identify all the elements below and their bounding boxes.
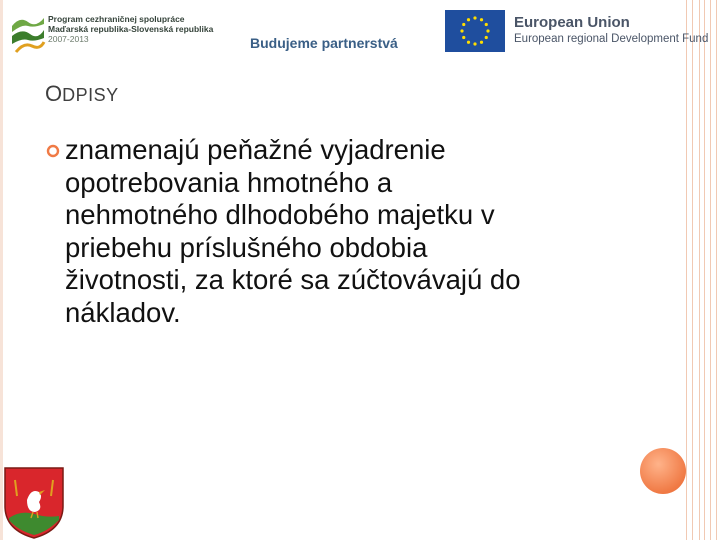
eu-subtitle: European regional Development Fund [514,33,709,45]
page-title [45,81,119,107]
right-decorative-line [704,0,705,540]
program-logo-text [48,14,213,44]
eu-star-icon [480,41,483,44]
right-decorative-line [692,0,693,540]
title-rest: DPISY [62,85,119,105]
program-years: 2007-2013 [48,34,89,44]
bullet-text: znamenajú peňažné vyjadrenie opotrebovania hmotného a nehmotného dlhodobého majetku v priebehu príslušného obdobia životnosti, za ktoré sa zúčtovávajú do nákladov. [65,134,521,328]
program-line: Maďarská republika-Slovenská republika [48,24,214,34]
program-line: Program cezhraničnej spolupráce [48,14,185,24]
eu-star-icon [473,42,476,45]
eu-title: European Union [514,14,630,31]
left-decorative-bar [0,0,3,540]
eu-star-icon [462,36,465,39]
right-decorative-line [716,0,717,540]
eu-star-icon [486,29,489,32]
eu-star-icon [467,41,470,44]
orange-circle-icon [640,448,686,494]
eu-star-icon [473,16,476,19]
right-decorative-line [710,0,711,540]
coat-of-arms-icon [3,466,65,540]
hills-logo-icon [10,12,46,56]
eu-star-icon [467,18,470,21]
right-decorative-line [699,0,700,540]
eu-flag-icon [445,10,505,52]
eu-star-icon [485,36,488,39]
eu-star-icon [460,29,463,32]
eu-star-icon [485,23,488,26]
tagline: Budujeme partnerstvá [250,35,398,51]
ring-bullet-icon [46,144,60,158]
title-initial: O [45,81,63,106]
right-decorative-line [686,0,687,540]
eu-star-icon [480,18,483,21]
eu-star-icon [462,23,465,26]
